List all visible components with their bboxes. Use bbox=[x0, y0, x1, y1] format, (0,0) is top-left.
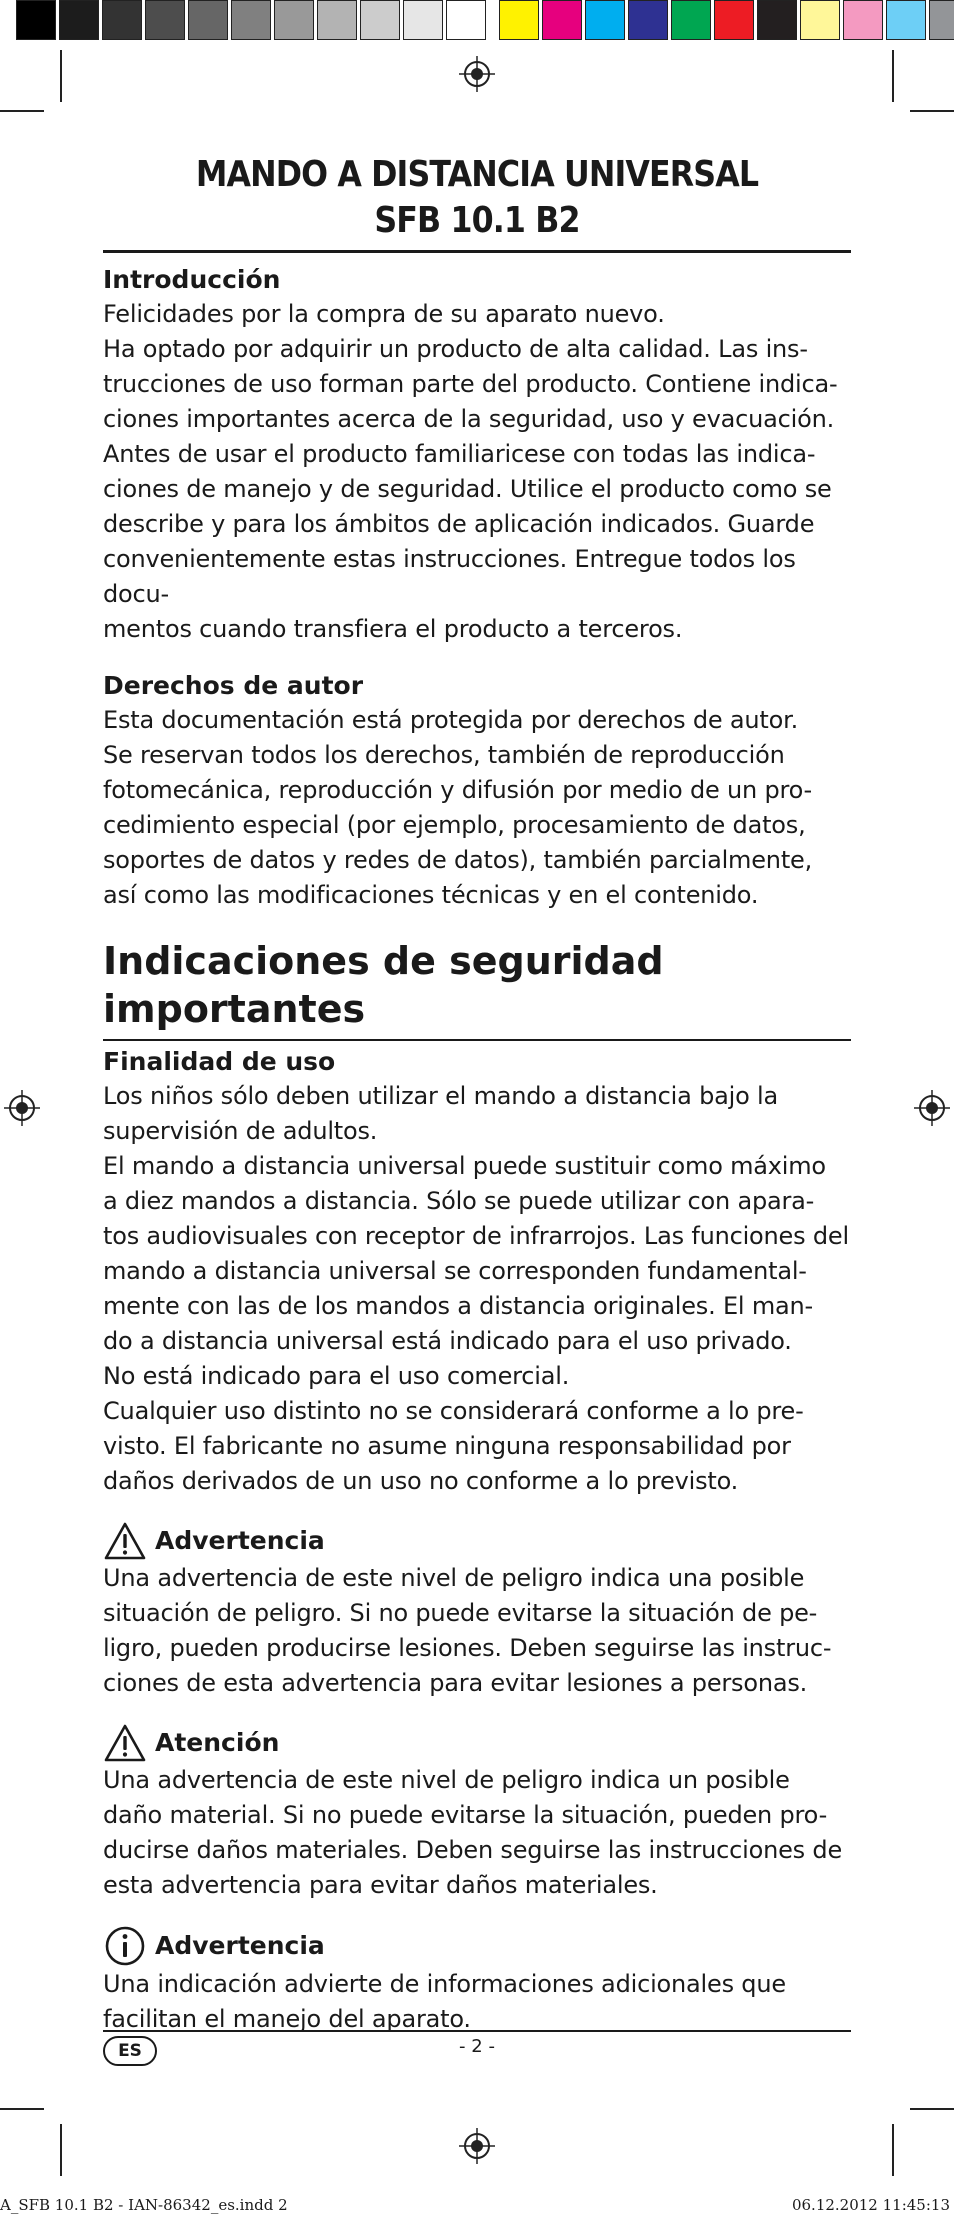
color-swatch bbox=[317, 0, 357, 40]
copyright-body bbox=[103, 703, 851, 913]
registration-mark-icon bbox=[459, 2128, 495, 2164]
crop-mark bbox=[910, 110, 954, 112]
crop-mark bbox=[60, 50, 62, 102]
crop-mark bbox=[60, 2124, 62, 2176]
warning-triangle-icon bbox=[103, 1521, 147, 1561]
text-line: describe y para los ámbitos de aplicación indicados. Guarde bbox=[103, 510, 815, 538]
attention-heading bbox=[103, 1723, 851, 1763]
text-line: ciones de manejo y de seguridad. Utilice el producto como se bbox=[103, 475, 832, 503]
color-swatch bbox=[360, 0, 400, 40]
text-line: visto. El fabricante no asume ninguna responsabilidad por bbox=[103, 1432, 791, 1460]
color-control-strip bbox=[16, 0, 954, 42]
section-intro bbox=[103, 263, 851, 647]
color-swatch bbox=[231, 0, 271, 40]
text-line: así como las modificaciones técnicas y en el contenido. bbox=[103, 881, 759, 909]
footer-divider bbox=[103, 2030, 851, 2032]
page-content bbox=[103, 152, 851, 2059]
registration-mark-icon bbox=[459, 56, 495, 92]
text-line: tos audiovisuales con receptor de infrarrojos. Las funciones del bbox=[103, 1222, 849, 1250]
color-swatch bbox=[714, 0, 754, 40]
text-line: mentos cuando transfiera el producto a terceros. bbox=[103, 615, 683, 643]
text-line: Ha optado por adquirir un producto de alta calidad. Las ins- bbox=[103, 335, 808, 363]
print-slug-file: A_SFB 10.1 B2 - IAN-86342_es.indd 2 bbox=[0, 2196, 288, 2214]
note-heading-text: Advertencia bbox=[155, 1931, 325, 1960]
warning-heading-text: Advertencia bbox=[155, 1526, 325, 1555]
text-line: ligro, pueden producirse lesiones. Deben seguirse las instruc- bbox=[103, 1634, 832, 1662]
text-line: ducirse daños materiales. Deben seguirse las instrucciones de bbox=[103, 1836, 843, 1864]
text-line: situación de peligro. Si no puede evitarse la situación de pe- bbox=[103, 1599, 818, 1627]
crop-mark bbox=[0, 2108, 44, 2110]
crop-mark bbox=[892, 50, 894, 102]
color-swatch bbox=[628, 0, 668, 40]
section-note bbox=[103, 1925, 851, 2037]
text-line: mente con las de los mandos a distancia originales. El man- bbox=[103, 1292, 813, 1320]
text-line: a diez mandos a distancia. Sólo se puede utilizar con apara- bbox=[103, 1187, 815, 1215]
intro-body bbox=[103, 297, 851, 647]
document-title bbox=[148, 152, 806, 244]
print-slug-date: 06.12.2012 11:45:13 bbox=[791, 2196, 950, 2214]
text-line: Se reservan todos los derechos, también de reproducción bbox=[103, 741, 785, 769]
warning-body bbox=[103, 1561, 851, 1701]
language-badge: ES bbox=[103, 2036, 157, 2066]
purpose-body bbox=[103, 1079, 851, 1499]
text-line: El mando a distancia universal puede sustituir como máximo bbox=[103, 1152, 826, 1180]
text-line: Una indicación advierte de informaciones adicionales que bbox=[103, 1970, 786, 1998]
text-line: esta advertencia para evitar daños materiales. bbox=[103, 1871, 658, 1899]
attention-body bbox=[103, 1763, 851, 1903]
section-warning bbox=[103, 1521, 851, 1701]
registration-mark-icon bbox=[914, 1090, 950, 1126]
title-divider bbox=[103, 250, 851, 253]
text-line: Una advertencia de este nivel de peligro indica una posible bbox=[103, 1564, 805, 1592]
text-line: Felicidades por la compra de su aparato nuevo. bbox=[103, 300, 665, 328]
text-line: convenientemente estas instrucciones. Entregue todos los docu- bbox=[103, 545, 796, 608]
color-swatch bbox=[843, 0, 883, 40]
color-swatch bbox=[542, 0, 582, 40]
color-swatch bbox=[585, 0, 625, 40]
color-swatch bbox=[757, 0, 797, 40]
safety-heading bbox=[103, 937, 851, 1033]
text-line: daños derivados de un uso no conforme a lo previsto. bbox=[103, 1467, 739, 1495]
color-swatch bbox=[499, 0, 539, 40]
text-line: Los niños sólo deben utilizar el mando a distancia bajo la bbox=[103, 1082, 778, 1110]
text-line: ciones de esta advertencia para evitar lesiones a personas. bbox=[103, 1669, 808, 1697]
text-line: Esta documentación está protegida por derechos de autor. bbox=[103, 706, 798, 734]
text-line: cedimiento especial (por ejemplo, procesamiento de datos, bbox=[103, 811, 806, 839]
text-line: facilitan el manejo del aparato. bbox=[103, 2005, 471, 2033]
title-line-2: SFB 10.1 B2 bbox=[374, 200, 580, 241]
section-copyright bbox=[103, 669, 851, 913]
note-body bbox=[103, 1967, 851, 2037]
warning-heading bbox=[103, 1521, 851, 1561]
color-swatch bbox=[145, 0, 185, 40]
color-swatch bbox=[59, 0, 99, 40]
purpose-heading: Finalidad de uso bbox=[103, 1047, 336, 1076]
crop-mark bbox=[0, 110, 44, 112]
title-line-1: MANDO A DISTANCIA UNIVERSAL bbox=[195, 154, 759, 195]
text-line: No está indicado para el uso comercial. bbox=[103, 1362, 570, 1390]
color-swatch bbox=[403, 0, 443, 40]
text-line: do a distancia universal está indicado para el uso privado. bbox=[103, 1327, 792, 1355]
section-attention bbox=[103, 1723, 851, 1903]
color-swatch bbox=[102, 0, 142, 40]
crop-mark bbox=[892, 2124, 894, 2176]
crop-mark bbox=[910, 2108, 954, 2110]
page-number: - 2 - bbox=[459, 2036, 495, 2057]
registration-mark-icon bbox=[4, 1090, 40, 1126]
text-line: supervisión de adultos. bbox=[103, 1117, 378, 1145]
text-line: daño material. Si no puede evitarse la situación, pueden pro- bbox=[103, 1801, 828, 1829]
color-swatch bbox=[671, 0, 711, 40]
color-swatch bbox=[800, 0, 840, 40]
text-line: mando a distancia universal se corresponden fundamental- bbox=[103, 1257, 807, 1285]
safety-heading-line-1: Indicaciones de seguridad bbox=[103, 939, 664, 983]
section-purpose bbox=[103, 1045, 851, 1499]
color-swatch bbox=[446, 0, 486, 40]
text-line: Una advertencia de este nivel de peligro indica un posible bbox=[103, 1766, 790, 1794]
safety-heading-line-2: importantes bbox=[103, 987, 366, 1031]
text-line: ciones importantes acerca de la seguridad, uso y evacuación. bbox=[103, 405, 835, 433]
text-line: fotomecánica, reproducción y difusión por medio de un pro- bbox=[103, 776, 813, 804]
attention-heading-text: Atención bbox=[155, 1728, 280, 1757]
text-line: Antes de usar el producto familiaricese con todas las indica- bbox=[103, 440, 816, 468]
copyright-heading: Derechos de autor bbox=[103, 671, 364, 700]
color-swatch bbox=[886, 0, 926, 40]
text-line: Cualquier uso distinto no se considerará conforme a lo pre- bbox=[103, 1397, 804, 1425]
color-swatch bbox=[274, 0, 314, 40]
warning-triangle-icon bbox=[103, 1723, 147, 1763]
safety-divider bbox=[103, 1039, 851, 1041]
note-heading bbox=[103, 1925, 851, 1967]
color-swatch bbox=[16, 0, 56, 40]
color-swatch bbox=[929, 0, 954, 40]
text-line: soportes de datos y redes de datos), también parcialmente, bbox=[103, 846, 813, 874]
intro-heading: Introducción bbox=[103, 265, 281, 294]
text-line: trucciones de uso forman parte del producto. Contiene indica- bbox=[103, 370, 838, 398]
color-swatch bbox=[188, 0, 228, 40]
info-circle-icon bbox=[103, 1925, 147, 1967]
